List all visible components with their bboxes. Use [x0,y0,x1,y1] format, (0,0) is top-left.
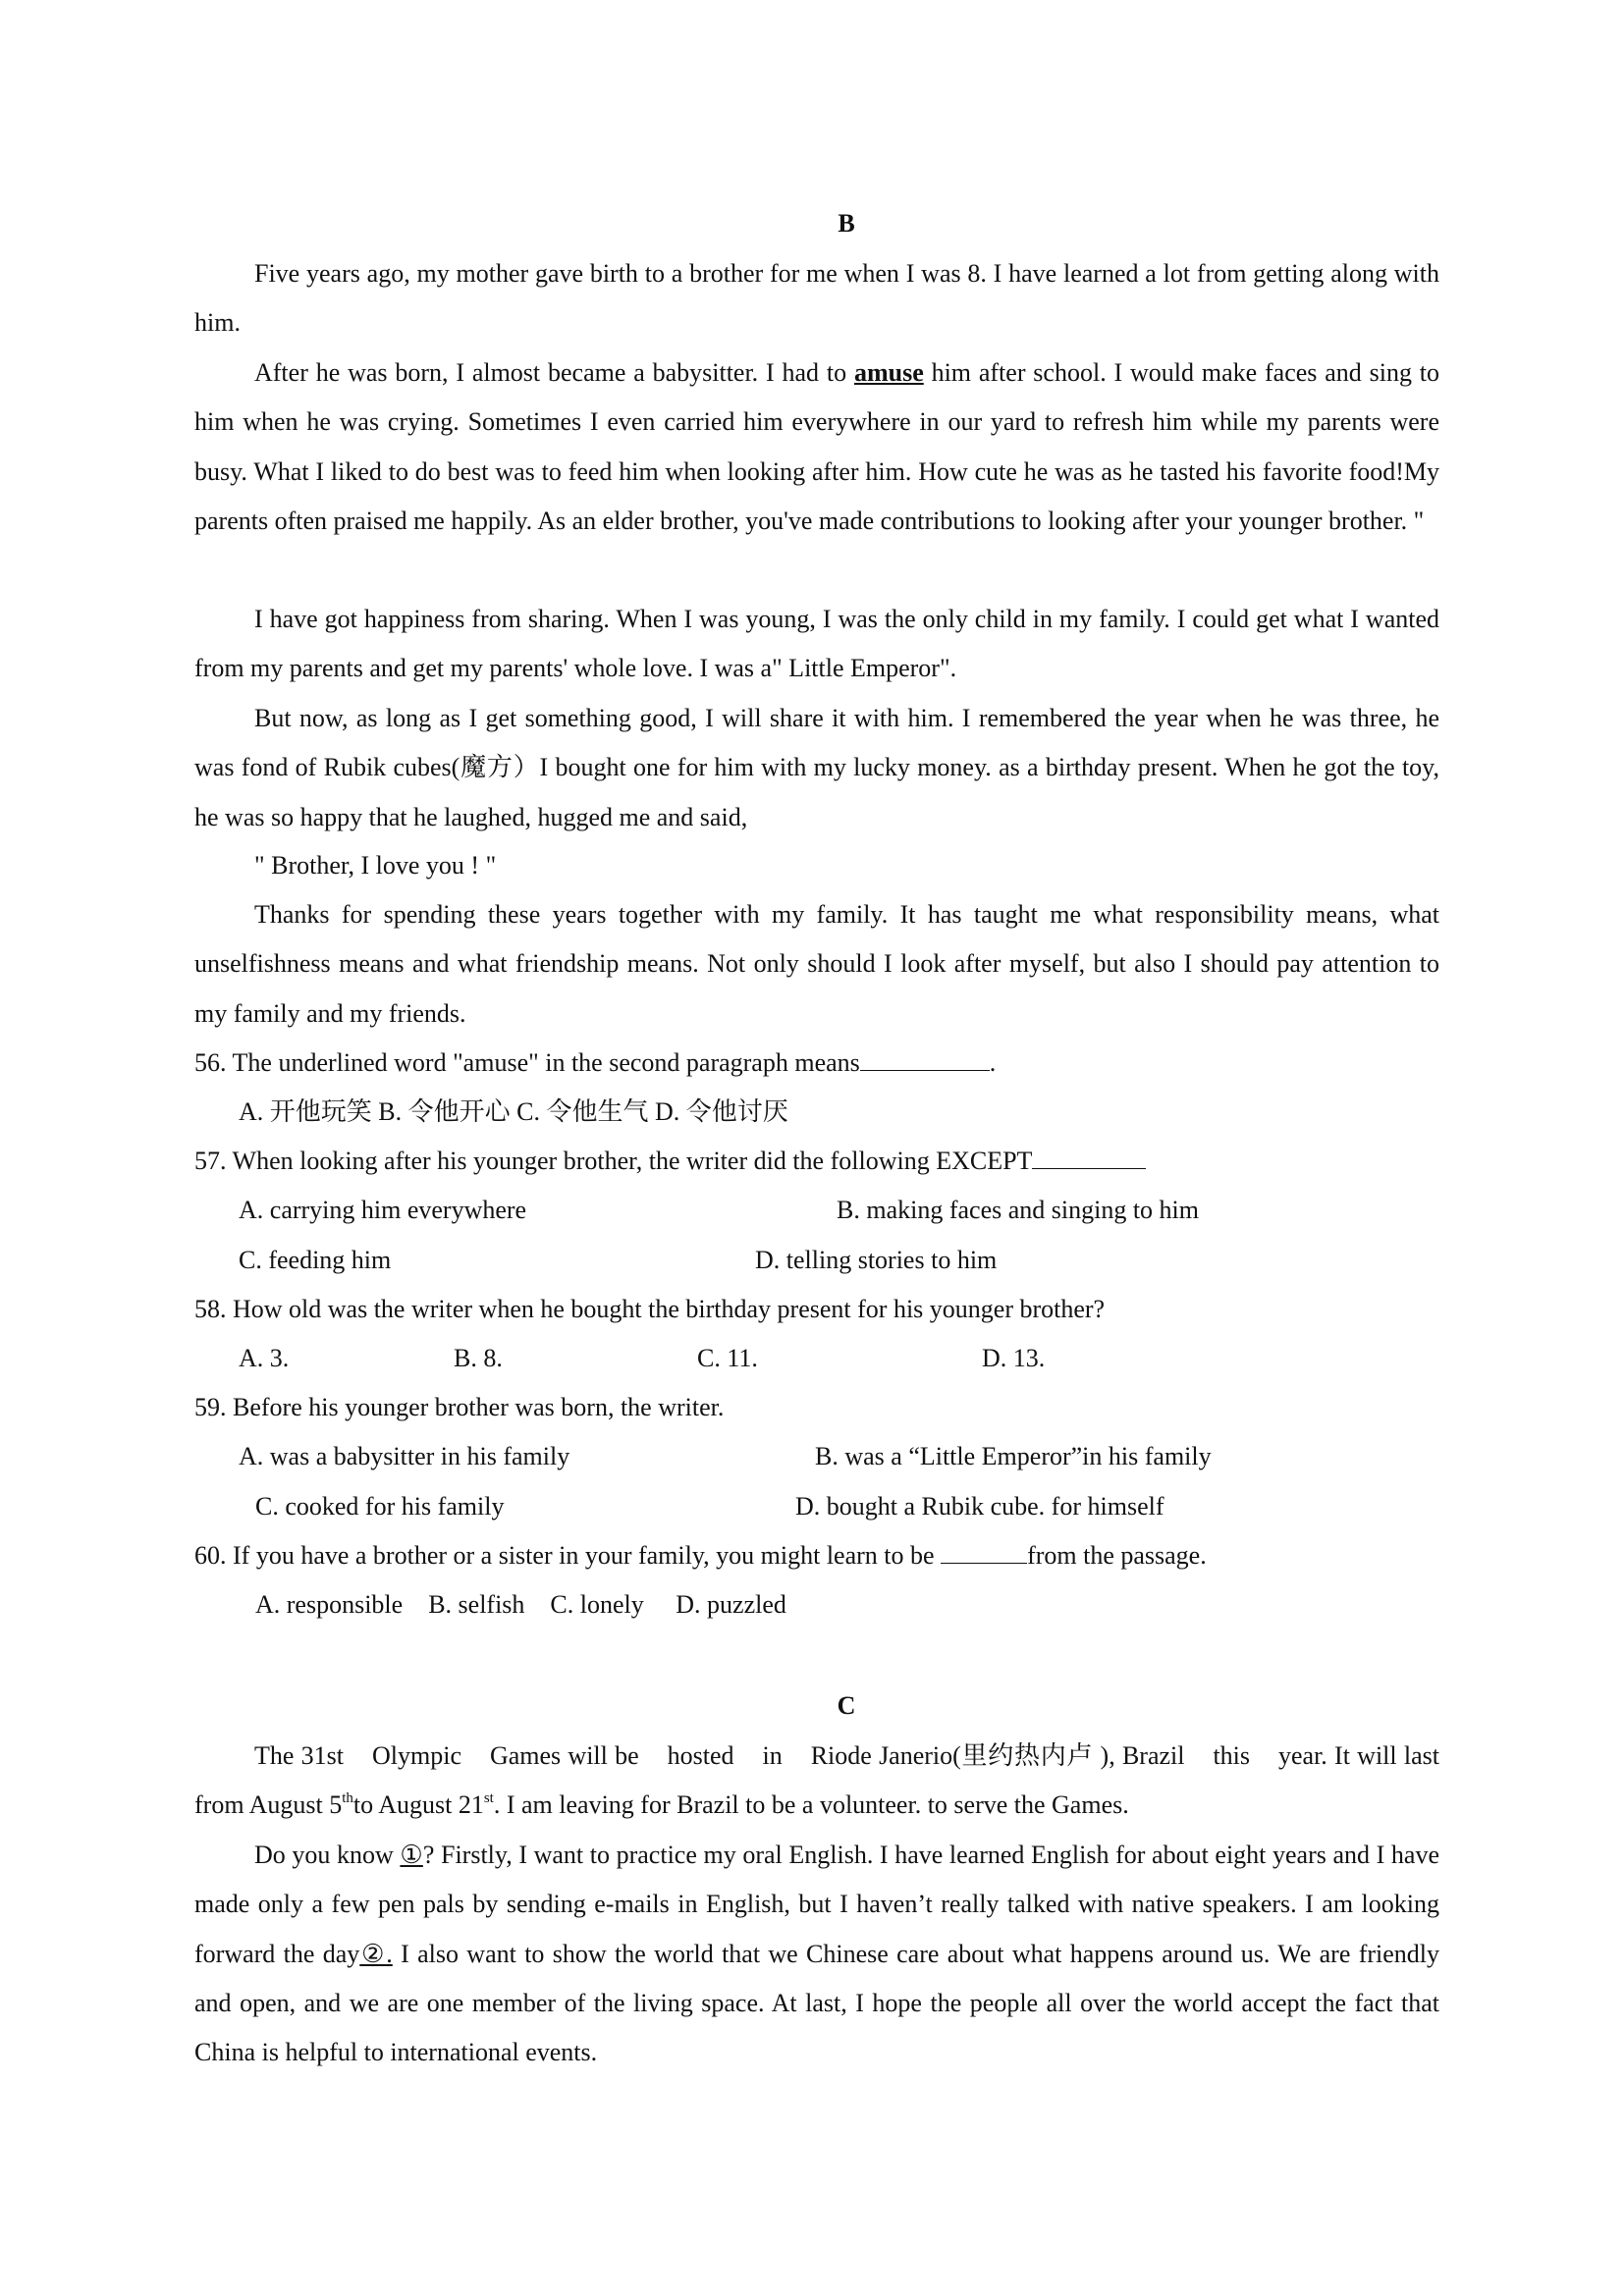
question-60-tail: from the passage. [1027,1541,1207,1570]
section-b-paragraph-3: I have got happiness from sharing. When I was young, I was the only child in my family. I could get what I wanted from my parents and get my parents' whole love. I was a" Little Emperor". [194,605,1439,683]
section-c-p1-part-1: The 31st Olympic Games will be hosted in Riode Janerio(里约热内卢 ), Brazil this year. It will last from August 5 [194,1741,1446,1820]
section-b-paragraph-2 [194,348,1439,546]
question-56-tail: . [989,1048,997,1077]
section-c-title: C [837,1691,856,1720]
question-56 [194,1039,1439,1088]
question-59-option-a: A. was a babysitter in his family [239,1442,570,1470]
question-59-option-c: C. cooked for his family [255,1492,505,1521]
blank-marker-1: ① [400,1841,423,1869]
question-57 [194,1137,1439,1186]
question-60-stem: 60. If you have a brother or a sister in your family, you might learn to be [194,1541,942,1570]
question-58-option-b: B. 8. [454,1344,503,1372]
paragraph-2-text-after: him after school. I would make faces and sing to him when he was crying. Sometimes I even carried him everywhere in our yard to refresh him while my parents were busy. What I liked to do best was to feed him when looking after him. How cute he was as he tasted his favorite food!My parents often praised me happily. As an elder brother, you've made contributions to looking after your younger brother. " [194,358,1439,535]
section-c-p2-part-3: I also want to show the world that we Chinese care about what happens around us. We are friendly and open, and we are one member of the living space. At last, I hope the people all over the world accept the fact that China is helpful to international events. [194,1939,1439,2067]
section-b-paragraph-5: " Brother, I love you ! " [254,851,497,880]
section-b-paragraph-1: Five years ago, my mother gave birth to a brother for me when I was 8. I have learned a lot from getting along with him. [194,259,1439,338]
question-57-stem: 57. When looking after his younger brother, the writer did the following EXCEPT [194,1147,1033,1175]
section-c-p1-part-3: . I am leaving for Brazil to be a volunteer. to serve the Games. [493,1790,1129,1820]
question-57-option-d: D. telling stories to him [755,1246,998,1274]
question-58: 58. How old was the writer when he bought the birthday present for his younger brother? [194,1295,1106,1323]
section-c-paragraph-1 [194,1732,1446,1831]
section-b-paragraph-6: Thanks for spending these years together with my family. It has taught me what responsibility means, what unselfishness means and what friendship means. Not only should I look after myself, but also I should pay attention to my family and my friends. [194,900,1439,1028]
answer-blank [860,1048,990,1071]
underlined-word-amuse: amuse [853,358,924,387]
answer-blank [941,1541,1027,1564]
question-59-option-b: B. was a “Little Emperor”in his family [815,1442,1212,1470]
section-b-title: B [838,209,855,238]
section-c-p1-part-2: to August 21 [352,1790,484,1820]
question-57-option-a: A. carrying him everywhere [239,1196,527,1224]
question-58-option-c: C. 11. [697,1344,758,1372]
question-57-option-b: B. making faces and singing to him [837,1196,1200,1224]
blank-marker-2: ②. [359,1939,393,1968]
question-60 [194,1531,1439,1580]
question-57-option-c: C. feeding him [239,1246,392,1274]
paragraph-2-text-before: After he was born, I almost became a babysitter. I had to [254,358,854,387]
question-56-stem: 56. The underlined word "amuse" in the second paragraph means [194,1048,860,1077]
question-56-options: A. 开他玩笑 B. 令他开心 C. 令他生气 D. 令他讨厌 [239,1097,788,1126]
section-c-p2-part-1: Do you know [254,1841,401,1869]
superscript-th: th [342,1790,353,1807]
answer-blank [1032,1147,1146,1169]
question-58-option-a: A. 3. [239,1344,290,1372]
section-b-paragraph-4: But now, as long as I get something good, I will share it with him. I remembered the year when he was three, he was fond of Rubik cubes(魔方）I bought one for him with my lucky money. as a birthday present. When he got the toy, he was so happy that he laughed, hugged me and said, [194,704,1439,831]
question-58-option-d: D. 13. [982,1344,1046,1372]
question-59: 59. Before his younger brother was born, the writer. [194,1393,725,1421]
question-59-option-d: D. bought a Rubik cube. for himself [795,1492,1164,1521]
question-60-options: A. responsible B. selfish C. lonely D. puzzled [255,1590,786,1619]
superscript-st: st [483,1790,494,1807]
section-c-paragraph-2 [194,1831,1439,2077]
section-c-p2-part-2: ? Firstly, I want to practice my oral English. I have learned English for about eight years and I have made only a few pen pals by sending e-mails in English, but I haven’t really talked with native speakers. I am looking forward the day [194,1841,1439,1968]
